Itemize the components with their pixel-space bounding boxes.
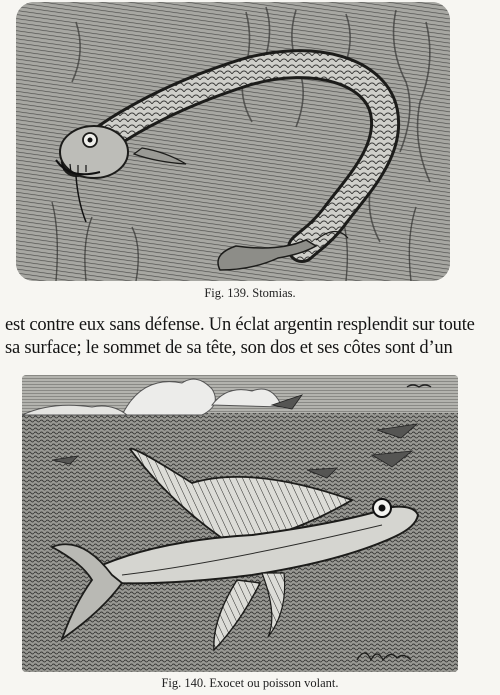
figure-140-caption: Fig. 140. Exocet ou poisson volant. (161, 676, 339, 690)
body-text-line-1: est contre eux sans défense. Un éclat argentin resplendit sur toute (5, 315, 475, 335)
figure-139-caption: Fig. 139. Stomias. (204, 286, 296, 300)
figure-140-illustration (22, 375, 458, 672)
figure-139-illustration (16, 2, 450, 281)
body-text-line-2: sa surface; le sommet de sa tête, son dos et ses côtes sont d’un (5, 338, 453, 358)
stomias-fish-engraving-icon (16, 2, 450, 281)
flying-fish-engraving-icon (22, 375, 458, 672)
